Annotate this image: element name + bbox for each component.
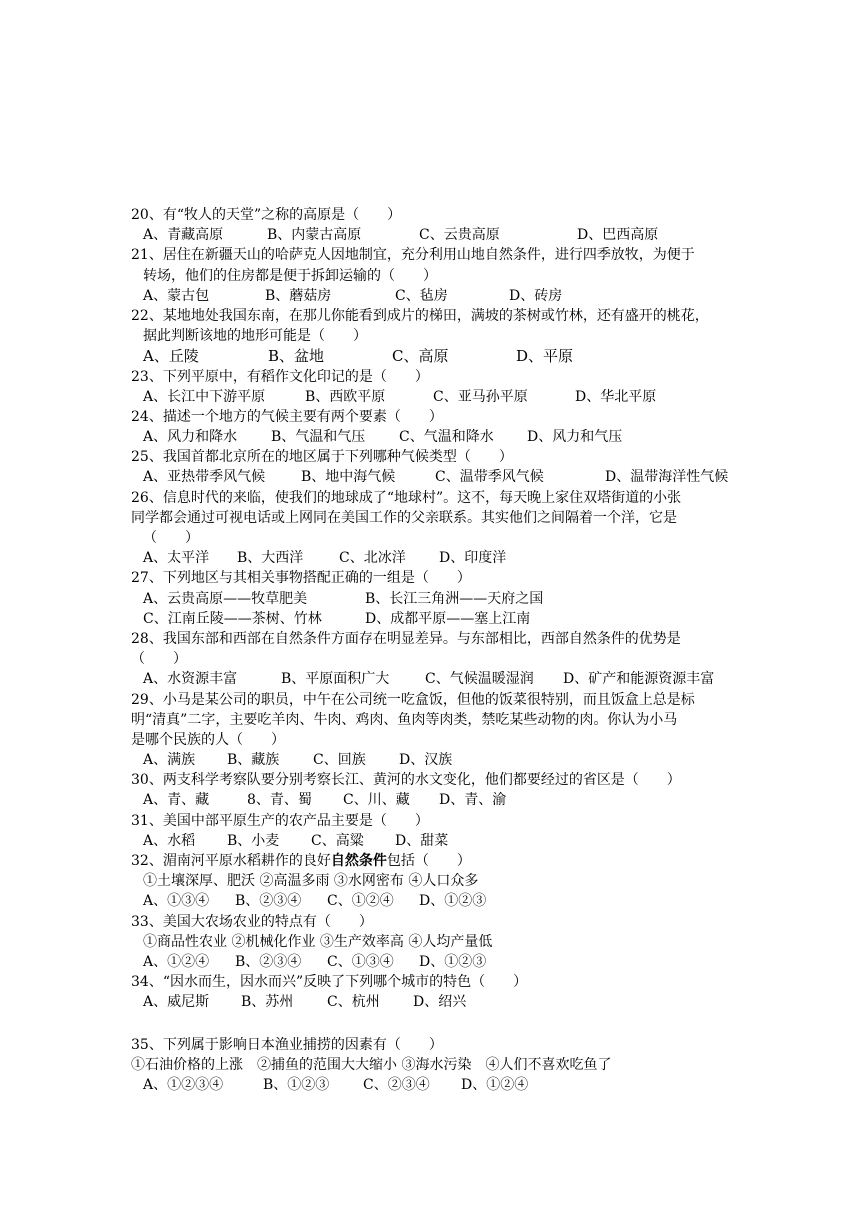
- option-a: A、蒙古包: [143, 287, 210, 304]
- keyword-natural-conditions: 自然条件: [330, 853, 387, 869]
- option-d: D、巴西高原: [577, 227, 659, 244]
- question-32-stem: [131, 851, 731, 871]
- option-d: D、风力和气压: [527, 429, 623, 446]
- option-d: D、砖房: [509, 287, 563, 304]
- question-34-options: [131, 992, 731, 1012]
- option-b: B、平原面积广大: [281, 671, 390, 688]
- option-a: A、①③④: [143, 893, 210, 910]
- question-23-options: [131, 387, 731, 407]
- option-d: D、平原: [516, 347, 574, 366]
- option-b: B、①②③: [263, 1076, 330, 1093]
- question-35-statements: ①石油价格的上涨 ②捕鱼的范围大大缩小 ③海水污染 ④人们不喜欢吃鱼了: [131, 1056, 612, 1073]
- question-34-stem: 34、“因水而生，因水而兴”反映了下列哪个城市的特色（ ）: [131, 974, 528, 991]
- option-b: B、西欧平原: [305, 388, 386, 405]
- option-c: C、北冰洋: [339, 550, 406, 567]
- question-26-stem-cont2: （ ）: [143, 530, 199, 546]
- question-28-options: [131, 669, 731, 689]
- question-33-options: [131, 952, 731, 972]
- option-a: A、水稻: [143, 832, 196, 849]
- stem-part: 32、湄南河平原水稻耕作的良好: [131, 853, 331, 869]
- question-33-stem: 33、美国大农场农业的特点有（ ）: [131, 913, 373, 930]
- option-a: A、丘陵: [143, 347, 199, 366]
- option-d: D、温带海洋性气候: [605, 469, 729, 486]
- option-d: D、印度洋: [439, 550, 507, 567]
- option-a: A、威尼斯: [143, 994, 210, 1011]
- question-27-stem: 27、下列地区与其相关事物搭配正确的一组是（ ）: [131, 570, 471, 587]
- option-b: B、苏州: [241, 994, 294, 1011]
- option-c: C、温带季风气候: [435, 469, 544, 486]
- question-26-stem: 26、信息时代的来临，使我们的地球成了“地球村”。这不，每天晚上家住双塔街道的小张: [131, 489, 682, 506]
- option-b: 8、青、蜀: [247, 792, 312, 809]
- option-b: B、蘑菇房: [265, 287, 332, 304]
- question-24-options: [131, 427, 731, 447]
- option-a: A、水资源丰富: [143, 671, 238, 688]
- question-35-options: [131, 1075, 731, 1095]
- option-c: C、川、藏: [343, 792, 410, 809]
- option-d: D、华北平原: [575, 388, 657, 405]
- question-22-stem: 22、某地地处我国东南，在那儿你能看到成片的梯田，满坡的茶树或竹林，还有盛开的桃花，: [131, 307, 709, 324]
- option-a: A、青藏高原: [143, 227, 224, 244]
- option-a: A、长江中下游平原: [143, 388, 266, 405]
- question-27-options-row2: [131, 609, 731, 629]
- question-28-stem: 28、我国东部和西部在自然条件方面存在明显差异。与东部相比，西部自然条件的优势是: [131, 630, 681, 647]
- question-26-stem-cont: 同学都会通过可视电话或上网同在美国工作的父亲联系。其实他们之间隔着一个洋，它是: [131, 509, 677, 526]
- option-d: D、①②③: [419, 953, 487, 970]
- option-c: C、江南丘陵——茶树、竹林: [143, 610, 322, 627]
- option-c: C、①③④: [327, 953, 394, 970]
- option-a: A、云贵高原——牧草肥美: [143, 590, 308, 607]
- question-22-options: [131, 346, 731, 366]
- option-d: D、矿产和能源资源丰富: [563, 671, 715, 688]
- option-a: A、风力和降水: [143, 429, 238, 446]
- option-c: C、气温和降水: [399, 429, 494, 446]
- option-d: D、青、渝: [439, 792, 507, 809]
- option-b: B、内蒙古高原: [267, 227, 362, 244]
- question-26-options: [131, 548, 731, 568]
- option-c: C、高粱: [311, 832, 364, 849]
- option-b: B、气温和气压: [271, 429, 366, 446]
- option-d: D、成都平原——塞上江南: [365, 610, 531, 627]
- option-b: B、②③④: [235, 953, 302, 970]
- question-25-options: [131, 467, 731, 487]
- question-29-options: [131, 750, 731, 770]
- question-28-stem-cont: （ ）: [131, 651, 187, 668]
- question-21-stem-cont: 转场，他们的住房都是便于拆卸运输的（ ）: [143, 267, 437, 284]
- question-31-stem: 31、美国中部平原生产的农产品主要是（ ）: [131, 812, 429, 829]
- question-32-statements: ①土壤深厚、肥沃 ②高温多雨 ③水网密布 ④人口众多: [143, 873, 479, 890]
- option-c: C、高原: [392, 347, 449, 366]
- option-c: C、回族: [313, 752, 366, 769]
- option-b: B、藏族: [227, 752, 280, 769]
- option-a: A、亚热带季风气候: [143, 469, 266, 486]
- option-a: A、青、藏: [143, 792, 210, 809]
- option-d: D、汉族: [399, 752, 453, 769]
- question-20-stem: 20、有“牧人的天堂”之称的高原是（ ）: [131, 207, 402, 223]
- question-list: [131, 205, 731, 1095]
- option-c: C、①②④: [327, 893, 394, 910]
- question-30-options: [131, 790, 731, 810]
- question-25-stem: 25、我国首都北京所在的地区属于下列哪种气候类型（ ）: [131, 449, 513, 466]
- blank-gap: [131, 1013, 731, 1035]
- option-c: C、云贵高原: [419, 227, 500, 244]
- option-b: B、小麦: [227, 832, 280, 849]
- stem-part: 包括（ ）: [386, 853, 471, 869]
- option-a: A、满族: [143, 752, 196, 769]
- question-35-stem: 35、下列属于影响日本渔业捕捞的因素有（ ）: [131, 1036, 443, 1053]
- question-23-stem: 23、下列平原中，有稻作文化印记的是（ ）: [131, 368, 429, 385]
- question-29-stem: 29、小马是某公司的职员，中午在公司统一吃盒饭，但他的饭菜很特别，而且饭盒上总是标: [131, 691, 695, 708]
- option-a: A、①②④: [143, 953, 210, 970]
- question-20-options: [131, 225, 731, 245]
- option-d: D、甜菜: [395, 832, 449, 849]
- question-31-options: [131, 831, 731, 851]
- question-33-statements: ①商品性农业 ②机械化作业 ③生产效率高 ④人均产量低: [143, 933, 493, 950]
- option-a: A、太平洋: [143, 550, 210, 567]
- option-a: A、①②③④: [143, 1076, 224, 1093]
- option-c: C、亚马孙平原: [433, 388, 528, 405]
- question-27-options-row1: [131, 589, 731, 609]
- option-b: B、大西洋: [237, 550, 304, 567]
- option-d: D、①②③: [419, 893, 487, 910]
- option-b: B、盆地: [268, 347, 325, 366]
- question-22-stem-cont: 据此判断该地的地形可能是（ ）: [143, 328, 367, 345]
- option-c: C、②③④: [363, 1076, 430, 1093]
- question-21-options: [131, 286, 731, 306]
- option-d: D、绍兴: [413, 994, 467, 1011]
- question-24-stem: 24、描述一个地方的气候主要有两个要素（ ）: [131, 408, 443, 425]
- option-b: B、长江三角洲——天府之国: [365, 590, 544, 607]
- question-29-stem-cont: 明“清真”二字，主要吃羊肉、牛肉、鸡肉、鱼肉等肉类，禁吃某些动物的肉。你认为小马: [131, 711, 678, 728]
- option-c: C、气候温暖湿润: [425, 671, 534, 688]
- option-b: B、②③④: [235, 893, 302, 910]
- question-30-stem: 30、两支科学考察队要分别考察长江、黄河的水文变化，他们都要经过的省区是（ ）: [131, 772, 681, 789]
- question-32-options: [131, 891, 731, 911]
- option-b: B、地中海气候: [301, 469, 396, 486]
- question-29-stem-cont2: 是哪个民族的人（ ）: [131, 731, 285, 748]
- question-21-stem: 21、居住在新疆天山的哈萨克人因地制宜，充分利用山地自然条件，进行四季放牧，为便于: [131, 247, 695, 264]
- option-d: D、①②④: [461, 1076, 529, 1093]
- option-c: C、毡房: [395, 287, 448, 304]
- option-c: C、杭州: [327, 994, 380, 1011]
